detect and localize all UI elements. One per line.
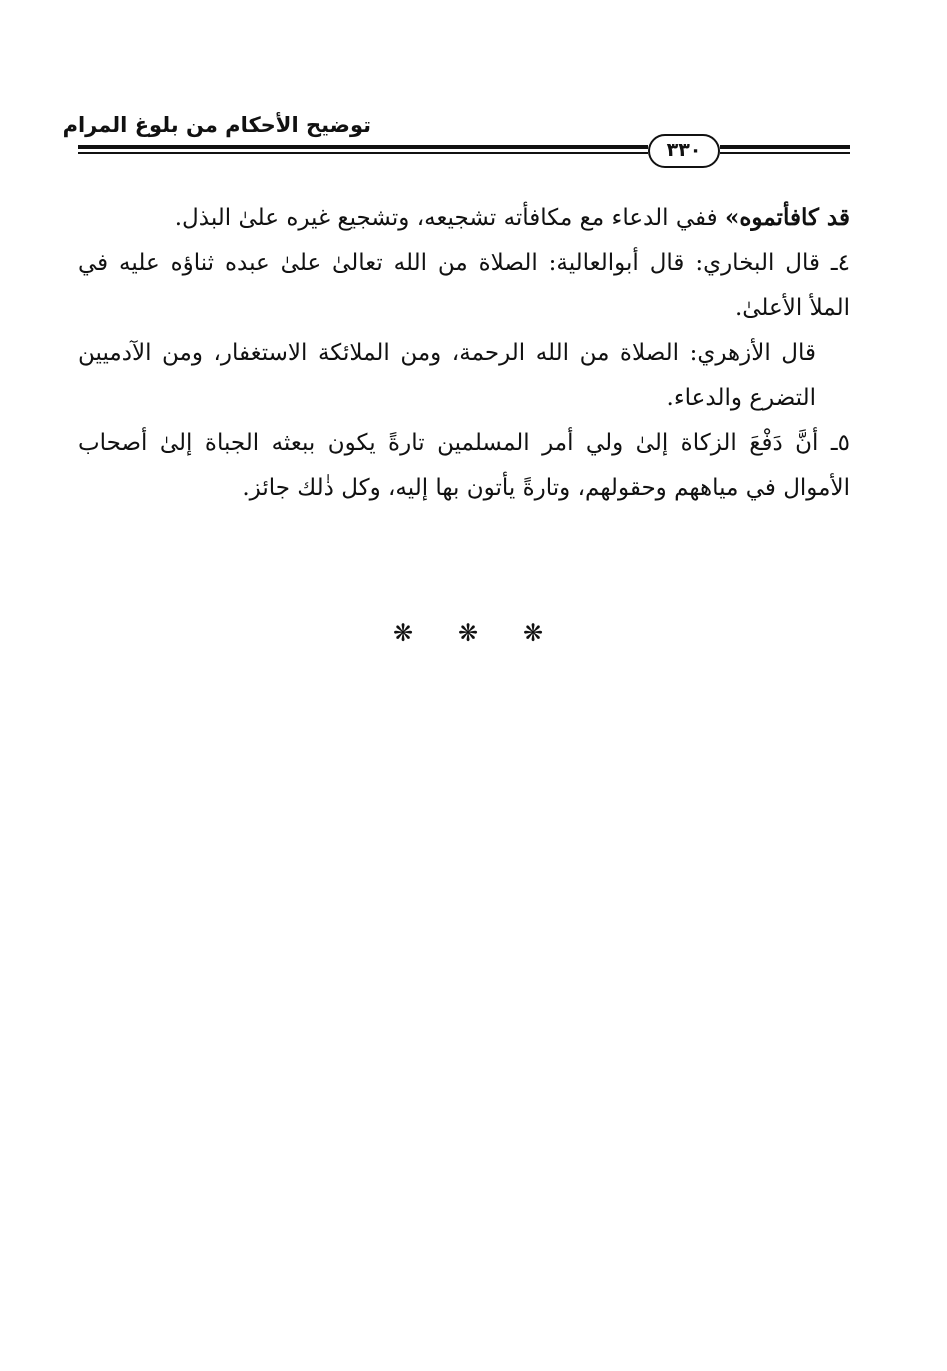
body-text xyxy=(78,195,850,511)
page-number: ٣٣٠ xyxy=(648,134,720,168)
header-rule-thick xyxy=(78,145,648,149)
section-separator xyxy=(388,616,548,650)
header-rule-thin xyxy=(720,152,850,154)
star-icon: ❋ xyxy=(522,619,544,647)
paragraph-continuation xyxy=(78,195,850,241)
paragraph-text: ففي الدعاء مع مكافأته تشجيعه، وتشجيع غيره علىٰ البذل. xyxy=(174,205,725,231)
header-rule-right xyxy=(720,145,850,155)
item-text: أنَّ دَفْعَ الزكاة إلىٰ ولي أمر المسلمين تارةً يكون ببعثه الجباة إلىٰ أصحاب الأموال في مياههم وحقولهم، وتارةً يأتون بها إليه، وكل ذٰلك جائز. xyxy=(78,430,850,501)
header-rule-thick xyxy=(720,145,850,149)
header-rule-thin xyxy=(78,152,648,154)
star-icon: ❋ xyxy=(457,619,479,647)
star-icon: ❋ xyxy=(392,619,414,647)
list-item-4 xyxy=(78,241,850,331)
quoted-lead: قد كافأتموه» xyxy=(724,204,850,231)
list-item-5 xyxy=(78,421,850,511)
item-number: ٥ـ xyxy=(830,430,850,456)
paragraph-azhari: قال الأزهري: الصلاة من الله الرحمة، ومن الملائكة الاستغفار، ومن الآدميين التضرع والدعاء. xyxy=(78,340,816,411)
running-title: توضيح الأحكام من بلوغ المرام xyxy=(62,113,371,137)
item-number: ٤ـ xyxy=(830,250,850,276)
header-rule-left xyxy=(78,145,648,155)
item-text: قال البخاري: قال أبوالعالية: الصلاة من الله تعالىٰ علىٰ عبده ثناؤه عليه في الملأ الأعلىٰ. xyxy=(78,250,850,321)
